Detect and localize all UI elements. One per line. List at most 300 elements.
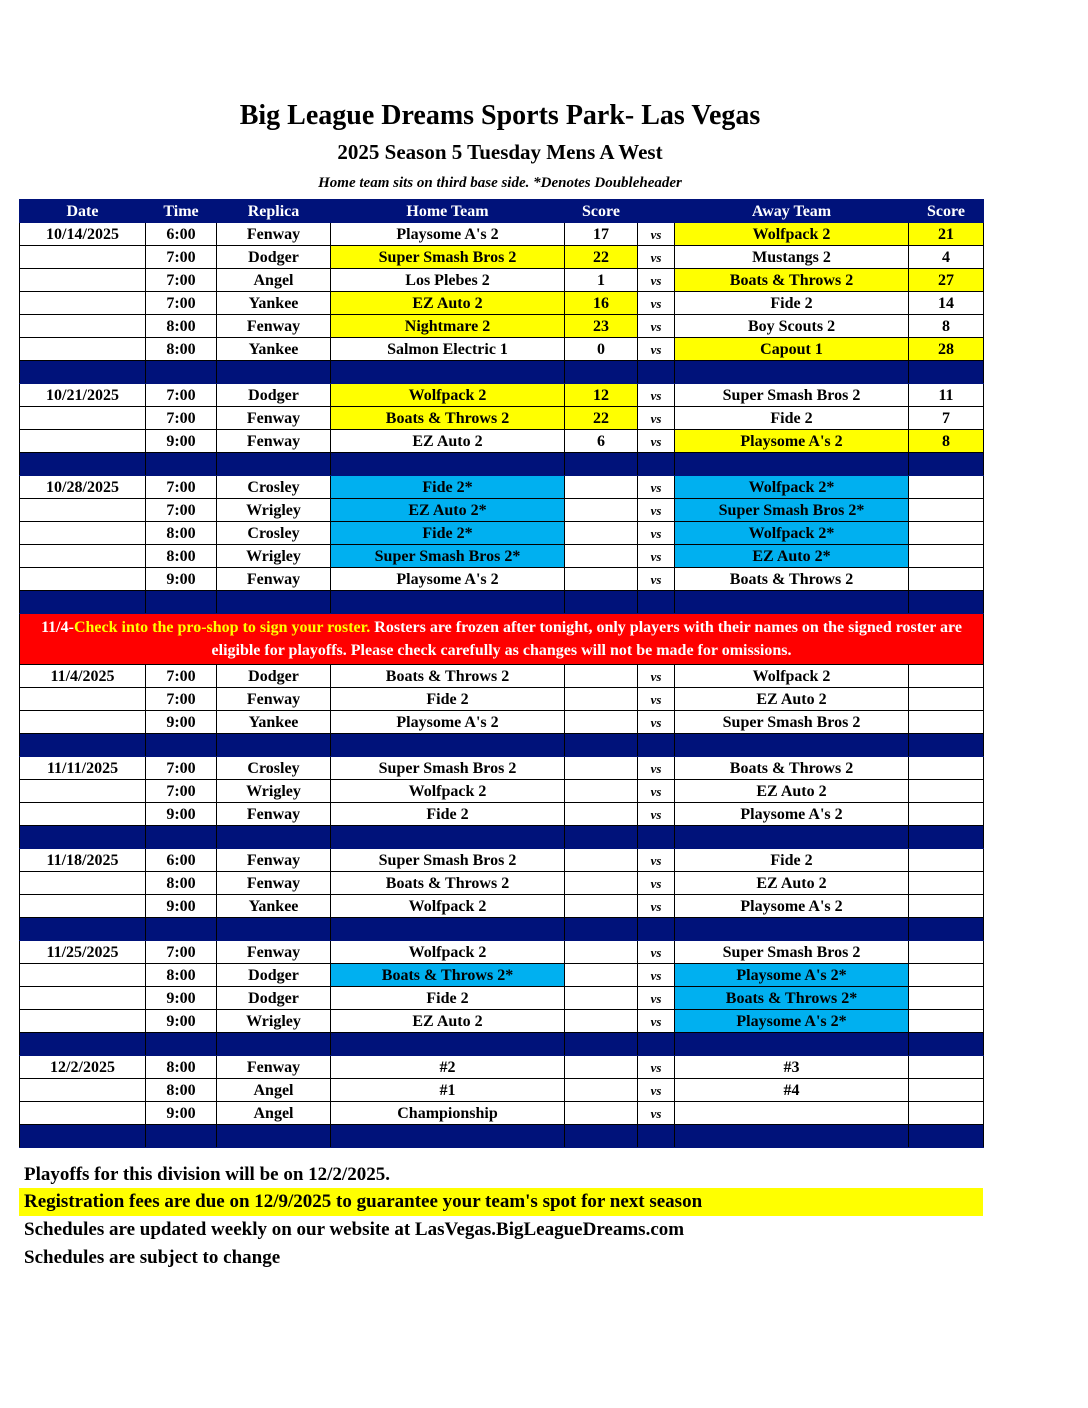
field-cell: Angel <box>217 1102 331 1125</box>
away-score-cell <box>909 688 984 711</box>
time-cell: 7:00 <box>146 665 217 688</box>
away-team-cell: Boats & Throws 2 <box>675 269 909 292</box>
separator-cell <box>146 591 217 614</box>
week-separator <box>20 591 984 614</box>
separator-cell <box>331 734 565 757</box>
away-score-cell: 4 <box>909 246 984 269</box>
separator-cell <box>217 1125 331 1148</box>
home-score-cell <box>565 872 638 895</box>
home-team-cell: Playsome A's 2 <box>331 223 565 246</box>
game-row <box>20 292 984 315</box>
home-team-cell: #1 <box>331 1079 565 1102</box>
separator-cell <box>331 453 565 476</box>
game-row <box>20 987 984 1010</box>
separator-cell <box>565 591 638 614</box>
field-cell: Fenway <box>217 941 331 964</box>
separator-cell <box>217 361 331 384</box>
home-team-cell: Wolfpack 2 <box>331 941 565 964</box>
vs-cell: vs <box>638 688 675 711</box>
separator-cell <box>565 734 638 757</box>
page-subtitle: 2025 Season 5 Tuesday Mens A West <box>337 140 663 164</box>
separator-cell <box>20 918 146 941</box>
home-score-cell: 16 <box>565 292 638 315</box>
field-cell: Fenway <box>217 803 331 826</box>
vs-cell: vs <box>638 1079 675 1102</box>
home-score-cell <box>565 711 638 734</box>
away-team-cell: Wolfpack 2 <box>675 665 909 688</box>
separator-cell <box>217 734 331 757</box>
away-score-cell <box>909 941 984 964</box>
date-cell: 11/25/2025 <box>20 941 146 964</box>
game-row <box>20 476 984 499</box>
game-row <box>20 315 984 338</box>
date-cell <box>20 407 146 430</box>
date-cell: 10/28/2025 <box>20 476 146 499</box>
away-team-cell: Super Smash Bros 2 <box>675 711 909 734</box>
date-cell <box>20 338 146 361</box>
notice-text: Rosters are frozen after tonight, only players with their names on the signed roster are eligible for playoffs. Please check carefully as changes will not be made for omissions. <box>211 619 962 659</box>
game-row <box>20 803 984 826</box>
separator-cell <box>638 918 675 941</box>
separator-cell <box>217 918 331 941</box>
away-score-cell <box>909 711 984 734</box>
field-cell: Angel <box>217 269 331 292</box>
vs-cell: vs <box>638 941 675 964</box>
away-score-cell <box>909 780 984 803</box>
game-row <box>20 941 984 964</box>
col-header-replica: Replica <box>217 200 331 223</box>
away-team-cell: Fide 2 <box>675 292 909 315</box>
away-team-cell: Boy Scouts 2 <box>675 315 909 338</box>
away-score-cell <box>909 522 984 545</box>
separator-cell <box>146 453 217 476</box>
game-row <box>20 688 984 711</box>
date-cell <box>20 522 146 545</box>
separator-cell <box>675 361 909 384</box>
field-cell: Yankee <box>217 292 331 315</box>
vs-cell: vs <box>638 522 675 545</box>
vs-cell: vs <box>638 872 675 895</box>
home-score-cell: 1 <box>565 269 638 292</box>
home-team-cell: Championship <box>331 1102 565 1125</box>
separator-cell <box>331 1033 565 1056</box>
away-team-cell: Mustangs 2 <box>675 246 909 269</box>
home-score-cell <box>565 1056 638 1079</box>
vs-cell: vs <box>638 1056 675 1079</box>
playoffs-note: Playoffs for this division will be on 12/2/2025. <box>24 1164 390 1185</box>
separator-cell <box>909 591 984 614</box>
away-team-cell: EZ Auto 2 <box>675 780 909 803</box>
vs-cell: vs <box>638 246 675 269</box>
home-score-cell <box>565 987 638 1010</box>
field-cell: Yankee <box>217 895 331 918</box>
separator-cell <box>146 1033 217 1056</box>
date-cell <box>20 430 146 453</box>
home-team-cell: Wolfpack 2 <box>331 384 565 407</box>
game-row <box>20 430 984 453</box>
time-cell: 9:00 <box>146 1010 217 1033</box>
date-cell <box>20 803 146 826</box>
game-row <box>20 223 984 246</box>
time-cell: 7:00 <box>146 688 217 711</box>
home-score-cell: 6 <box>565 430 638 453</box>
vs-cell: vs <box>638 711 675 734</box>
away-score-cell <box>909 1079 984 1102</box>
field-cell: Wrigley <box>217 499 331 522</box>
date-cell: 10/14/2025 <box>20 223 146 246</box>
separator-cell <box>217 453 331 476</box>
away-score-cell <box>909 964 984 987</box>
field-cell: Dodger <box>217 246 331 269</box>
away-team-cell: Playsome A's 2* <box>675 964 909 987</box>
separator-cell <box>20 734 146 757</box>
game-row <box>20 757 984 780</box>
home-score-cell <box>565 964 638 987</box>
home-team-cell: EZ Auto 2 <box>331 1010 565 1033</box>
home-score-cell <box>565 545 638 568</box>
home-team-cell: Boats & Throws 2 <box>331 407 565 430</box>
away-score-cell: 7 <box>909 407 984 430</box>
separator-cell <box>20 361 146 384</box>
game-row <box>20 1079 984 1102</box>
vs-cell: vs <box>638 269 675 292</box>
game-row <box>20 665 984 688</box>
date-cell <box>20 315 146 338</box>
date-cell: 12/2/2025 <box>20 1056 146 1079</box>
away-score-cell <box>909 849 984 872</box>
date-cell <box>20 711 146 734</box>
home-team-cell: Los Plebes 2 <box>331 269 565 292</box>
separator-cell <box>217 826 331 849</box>
date-cell <box>20 292 146 315</box>
home-score-cell <box>565 895 638 918</box>
game-row <box>20 849 984 872</box>
week-separator <box>20 453 984 476</box>
vs-cell: vs <box>638 476 675 499</box>
home-score-cell: 22 <box>565 246 638 269</box>
field-cell: Fenway <box>217 872 331 895</box>
separator-cell <box>638 1125 675 1148</box>
away-team-cell: Super Smash Bros 2 <box>675 384 909 407</box>
separator-cell <box>565 361 638 384</box>
home-score-cell: 22 <box>565 407 638 430</box>
time-cell: 8:00 <box>146 522 217 545</box>
date-cell <box>20 688 146 711</box>
home-score-cell <box>565 665 638 688</box>
date-cell: 10/21/2025 <box>20 384 146 407</box>
notice-highlight: Check into the pro-shop to sign your roster. <box>73 619 371 636</box>
field-cell: Fenway <box>217 688 331 711</box>
home-score-cell: 0 <box>565 338 638 361</box>
week-separator <box>20 918 984 941</box>
away-score-cell: 14 <box>909 292 984 315</box>
home-score-cell <box>565 688 638 711</box>
home-team-cell: Salmon Electric 1 <box>331 338 565 361</box>
field-cell: Crosley <box>217 522 331 545</box>
game-row <box>20 407 984 430</box>
field-cell: Fenway <box>217 315 331 338</box>
home-score-cell <box>565 1079 638 1102</box>
away-team-cell: #4 <box>675 1079 909 1102</box>
away-score-cell <box>909 1102 984 1125</box>
home-score-cell <box>565 803 638 826</box>
away-score-cell <box>909 987 984 1010</box>
home-score-cell <box>565 1102 638 1125</box>
separator-cell <box>146 734 217 757</box>
home-team-cell: Fide 2 <box>331 688 565 711</box>
vs-cell: vs <box>638 315 675 338</box>
separator-cell <box>909 826 984 849</box>
game-row <box>20 246 984 269</box>
time-cell: 7:00 <box>146 499 217 522</box>
away-team-cell: Playsome A's 2* <box>675 1010 909 1033</box>
separator-cell <box>909 1033 984 1056</box>
field-cell: Dodger <box>217 964 331 987</box>
away-team-cell: Boats & Throws 2* <box>675 987 909 1010</box>
away-team-cell: Playsome A's 2 <box>675 895 909 918</box>
date-cell <box>20 872 146 895</box>
time-cell: 7:00 <box>146 292 217 315</box>
home-score-cell <box>565 1010 638 1033</box>
away-score-cell: 8 <box>909 430 984 453</box>
vs-cell: vs <box>638 665 675 688</box>
time-cell: 7:00 <box>146 269 217 292</box>
separator-cell <box>331 1125 565 1148</box>
field-cell: Fenway <box>217 407 331 430</box>
time-cell: 7:00 <box>146 246 217 269</box>
separator-cell <box>20 1125 146 1148</box>
separator-cell <box>638 361 675 384</box>
field-cell: Dodger <box>217 384 331 407</box>
away-team-cell: Wolfpack 2* <box>675 522 909 545</box>
game-row <box>20 895 984 918</box>
separator-cell <box>675 1033 909 1056</box>
field-cell: Dodger <box>217 665 331 688</box>
game-row <box>20 269 984 292</box>
game-row <box>20 711 984 734</box>
vs-cell: vs <box>638 384 675 407</box>
away-team-cell: #3 <box>675 1056 909 1079</box>
home-team-cell: EZ Auto 2 <box>331 430 565 453</box>
home-score-cell: 12 <box>565 384 638 407</box>
time-cell: 7:00 <box>146 780 217 803</box>
week-separator <box>20 734 984 757</box>
away-team-cell: Capout 1 <box>675 338 909 361</box>
separator-cell <box>909 453 984 476</box>
separator-cell <box>909 918 984 941</box>
home-team-cell: Super Smash Bros 2 <box>331 246 565 269</box>
game-row <box>20 384 984 407</box>
home-score-cell <box>565 522 638 545</box>
time-cell: 8:00 <box>146 338 217 361</box>
game-row <box>20 522 984 545</box>
away-team-cell: Playsome A's 2 <box>675 803 909 826</box>
game-row <box>20 780 984 803</box>
separator-cell <box>146 1125 217 1148</box>
vs-cell: vs <box>638 964 675 987</box>
time-cell: 7:00 <box>146 476 217 499</box>
time-cell: 6:00 <box>146 849 217 872</box>
separator-cell <box>675 591 909 614</box>
home-team-cell: Boats & Throws 2 <box>331 872 565 895</box>
field-cell: Fenway <box>217 849 331 872</box>
away-team-cell: Super Smash Bros 2 <box>675 941 909 964</box>
vs-cell: vs <box>638 407 675 430</box>
home-team-cell: Boats & Throws 2* <box>331 964 565 987</box>
separator-cell <box>331 361 565 384</box>
away-team-cell: Boats & Throws 2 <box>675 757 909 780</box>
separator-cell <box>331 918 565 941</box>
separator-cell <box>638 453 675 476</box>
date-cell <box>20 964 146 987</box>
separator-cell <box>675 1125 909 1148</box>
away-team-cell: EZ Auto 2 <box>675 688 909 711</box>
away-score-cell: 8 <box>909 315 984 338</box>
field-cell: Fenway <box>217 568 331 591</box>
away-team-cell: Wolfpack 2 <box>675 223 909 246</box>
separator-cell <box>638 1033 675 1056</box>
col-header-time: Time <box>146 200 217 223</box>
week-separator <box>20 361 984 384</box>
time-cell: 9:00 <box>146 1102 217 1125</box>
separator-cell <box>909 361 984 384</box>
date-cell <box>20 568 146 591</box>
vs-cell: vs <box>638 430 675 453</box>
home-score-cell: 23 <box>565 315 638 338</box>
separator-cell <box>638 591 675 614</box>
separator-cell <box>675 734 909 757</box>
time-cell: 7:00 <box>146 757 217 780</box>
game-row <box>20 964 984 987</box>
away-team-cell: Super Smash Bros 2* <box>675 499 909 522</box>
time-cell: 8:00 <box>146 545 217 568</box>
date-cell <box>20 246 146 269</box>
separator-cell <box>675 826 909 849</box>
change-note: Schedules are subject to change <box>24 1247 281 1268</box>
time-cell: 9:00 <box>146 711 217 734</box>
away-team-cell: EZ Auto 2* <box>675 545 909 568</box>
col-header-date: Date <box>20 200 146 223</box>
date-cell <box>20 780 146 803</box>
date-cell <box>20 1079 146 1102</box>
separator-cell <box>20 1033 146 1056</box>
separator-cell <box>146 361 217 384</box>
away-score-cell <box>909 757 984 780</box>
vs-cell: vs <box>638 499 675 522</box>
away-score-cell <box>909 476 984 499</box>
schedule-table <box>19 199 984 1148</box>
time-cell: 8:00 <box>146 872 217 895</box>
game-row <box>20 338 984 361</box>
separator-cell <box>565 1033 638 1056</box>
separator-cell <box>565 918 638 941</box>
home-team-cell: EZ Auto 2 <box>331 292 565 315</box>
separator-cell <box>565 1125 638 1148</box>
home-score-cell <box>565 757 638 780</box>
table-header-row <box>20 200 984 223</box>
date-cell: 11/4/2025 <box>20 665 146 688</box>
vs-cell: vs <box>638 757 675 780</box>
away-score-cell <box>909 665 984 688</box>
time-cell: 7:00 <box>146 941 217 964</box>
time-cell: 9:00 <box>146 430 217 453</box>
away-score-cell: 11 <box>909 384 984 407</box>
separator-cell <box>146 826 217 849</box>
home-team-cell: Wolfpack 2 <box>331 780 565 803</box>
vs-cell: vs <box>638 987 675 1010</box>
date-cell: 11/11/2025 <box>20 757 146 780</box>
home-team-cell: Boats & Throws 2 <box>331 665 565 688</box>
separator-cell <box>20 591 146 614</box>
separator-cell <box>638 734 675 757</box>
separator-cell <box>565 453 638 476</box>
home-score-cell: 17 <box>565 223 638 246</box>
home-score-cell <box>565 780 638 803</box>
separator-cell <box>146 918 217 941</box>
time-cell: 8:00 <box>146 1079 217 1102</box>
separator-cell <box>20 453 146 476</box>
home-team-cell: Super Smash Bros 2 <box>331 757 565 780</box>
away-score-cell: 28 <box>909 338 984 361</box>
away-team-cell: EZ Auto 2 <box>675 872 909 895</box>
game-row <box>20 568 984 591</box>
date-cell <box>20 269 146 292</box>
roster-notice-row <box>20 614 984 665</box>
away-score-cell <box>909 568 984 591</box>
field-cell: Yankee <box>217 711 331 734</box>
away-team-cell: Fide 2 <box>675 849 909 872</box>
away-score-cell: 21 <box>909 223 984 246</box>
separator-cell <box>217 591 331 614</box>
vs-cell: vs <box>638 223 675 246</box>
separator-cell <box>909 734 984 757</box>
week-separator <box>20 1125 984 1148</box>
col-header-vs <box>638 200 675 223</box>
time-cell: 7:00 <box>146 407 217 430</box>
field-cell: Wrigley <box>217 1010 331 1033</box>
date-cell <box>20 1010 146 1033</box>
separator-cell <box>675 918 909 941</box>
away-team-cell: Playsome A's 2 <box>675 430 909 453</box>
game-row <box>20 545 984 568</box>
week-separator <box>20 826 984 849</box>
separator-cell <box>909 1125 984 1148</box>
col-header-home-team: Home Team <box>331 200 565 223</box>
vs-cell: vs <box>638 568 675 591</box>
website-note: Schedules are updated weekly on our website at LasVegas.BigLeagueDreams.com <box>24 1219 685 1240</box>
time-cell: 8:00 <box>146 1056 217 1079</box>
home-team-cell: Fide 2 <box>331 803 565 826</box>
vs-cell: vs <box>638 1010 675 1033</box>
away-score-cell: 27 <box>909 269 984 292</box>
away-score-cell <box>909 895 984 918</box>
week-separator <box>20 1033 984 1056</box>
home-team-cell: Fide 2* <box>331 476 565 499</box>
time-cell: 8:00 <box>146 964 217 987</box>
page-title: Big League Dreams Sports Park- Las Vegas <box>239 100 761 131</box>
vs-cell: vs <box>638 803 675 826</box>
home-team-cell: #2 <box>331 1056 565 1079</box>
home-team-cell: Fide 2* <box>331 522 565 545</box>
home-team-cell: Fide 2 <box>331 987 565 1010</box>
field-cell: Wrigley <box>217 780 331 803</box>
away-score-cell <box>909 545 984 568</box>
home-team-cell: EZ Auto 2* <box>331 499 565 522</box>
field-cell: Fenway <box>217 1056 331 1079</box>
separator-cell <box>331 826 565 849</box>
home-team-cell: Wolfpack 2 <box>331 895 565 918</box>
field-cell: Crosley <box>217 476 331 499</box>
